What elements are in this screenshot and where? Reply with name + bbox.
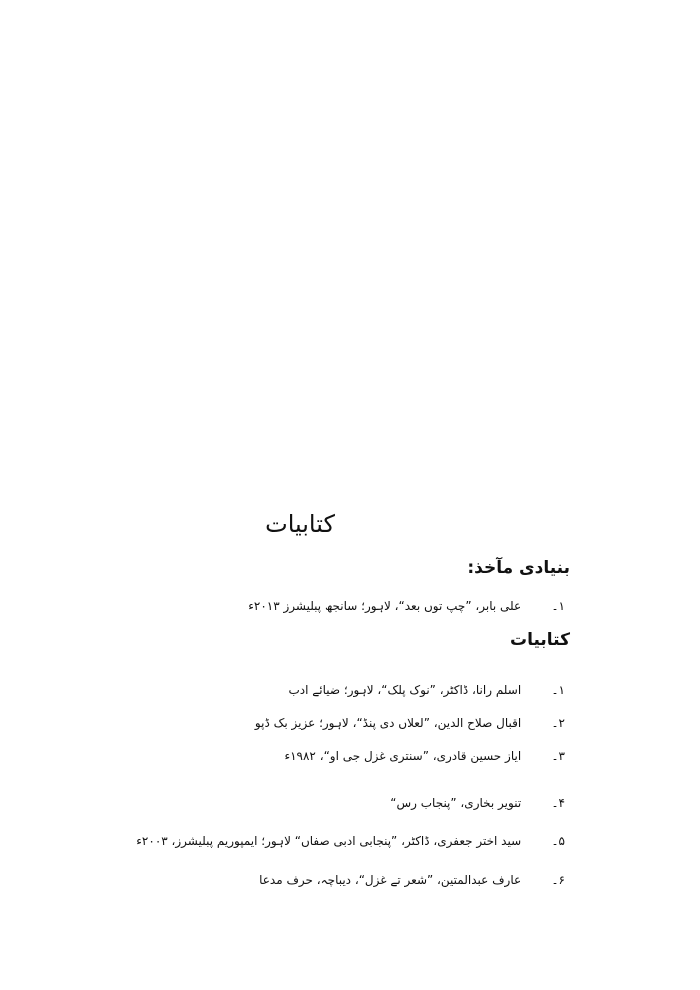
primary-sources-heading: بنیادی مآخذ: — [467, 558, 570, 578]
item-number: ۱۔ — [551, 683, 565, 697]
item-text: ایاز حسین قادری، ”سنتری غزل جی او“، ۱۹۸۲ء — [284, 749, 522, 763]
list-item — [136, 831, 565, 851]
item-number: ۵۔ — [551, 834, 565, 848]
item-text: اسلم رانا، ڈاکٹر، ”نوک پلک“، لاہور؛ ضیائے ادب — [288, 683, 522, 697]
item-number: ۶۔ — [551, 873, 565, 887]
item-number: ۴۔ — [551, 796, 565, 810]
item-text: تنویر بخاری، ”پنجاب رس“ — [390, 796, 522, 810]
item-number: ۳۔ — [551, 749, 565, 763]
bibliography-heading: کتابیات — [510, 630, 570, 650]
list-item — [259, 870, 565, 890]
item-text: علی بابر، ”چپ توں بعد“، لاہور؛ سانجھ پبلیشرز ۲۰۱۳ء — [248, 599, 522, 613]
list-item — [390, 793, 565, 813]
list-item — [255, 713, 565, 733]
item-text: سید اختر جعفری، ڈاکٹر، ”پنجابی ادبی صفاں“ لاہور؛ ایمپوریم پبلیشرز، ۲۰۰۳ء — [136, 834, 522, 848]
item-text: اقبال صلاح الدین، ”لعلاں دی پنڈ“، لاہور؛ عزیز بک ڈپو — [254, 716, 522, 730]
item-number: ۲۔ — [551, 716, 565, 730]
item-number: ۱۔ — [551, 599, 565, 613]
list-item — [288, 680, 565, 700]
item-text: عارف عبدالمتین، ”شعر تے غزل“، دیباچہ، حرف مدعا — [259, 873, 522, 887]
page-title: کتابیات — [265, 510, 335, 538]
list-item — [248, 596, 565, 616]
list-item — [284, 746, 565, 766]
